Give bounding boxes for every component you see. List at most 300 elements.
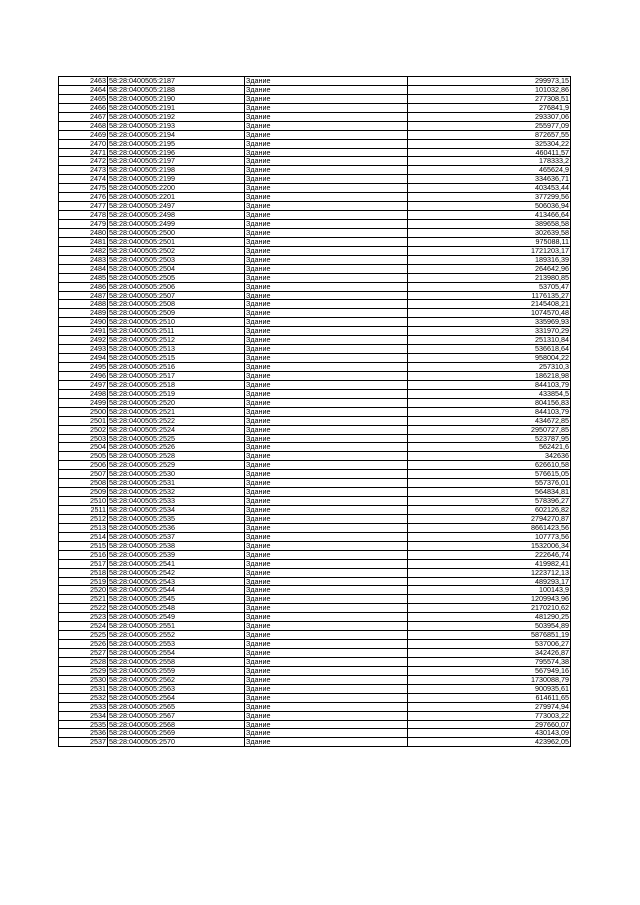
object-type-cell: Здание [245, 532, 408, 541]
row-number-cell: 2465 [59, 94, 108, 103]
cadastral-number-cell: 58:28:0400505:2548 [108, 604, 245, 613]
row-number-cell: 2463 [59, 77, 108, 86]
cadastral-value-cell: 1209943,96 [408, 595, 571, 604]
row-number-cell: 2524 [59, 622, 108, 631]
row-number-cell: 2522 [59, 604, 108, 613]
object-type-cell: Здание [245, 738, 408, 747]
cadastral-value-cell: 1074570,48 [408, 309, 571, 318]
table-row [59, 416, 571, 425]
row-number-cell: 2483 [59, 255, 108, 264]
object-type-cell: Здание [245, 568, 408, 577]
cadastral-number-cell: 58:28:0400505:2509 [108, 309, 245, 318]
table-row [59, 738, 571, 747]
table-row [59, 568, 571, 577]
table-row [59, 264, 571, 273]
row-number-cell: 2537 [59, 738, 108, 747]
cadastral-number-cell: 58:28:0400505:2559 [108, 666, 245, 675]
object-type-cell: Здание [245, 139, 408, 148]
object-type-cell: Здание [245, 220, 408, 229]
object-type-cell: Здание [245, 77, 408, 86]
cadastral-value-cell: 276841,9 [408, 103, 571, 112]
cadastral-number-cell: 58:28:0400505:2498 [108, 211, 245, 220]
cadastral-number-cell: 58:28:0400505:2503 [108, 255, 245, 264]
table-row [59, 300, 571, 309]
cadastral-value-cell: 297660,07 [408, 720, 571, 729]
cadastral-value-cell: 8661423,56 [408, 523, 571, 532]
cadastral-value-cell: 430143,09 [408, 729, 571, 738]
cadastral-number-cell: 58:28:0400505:2519 [108, 389, 245, 398]
document-page [58, 76, 571, 747]
table-row [59, 514, 571, 523]
table-row [59, 586, 571, 595]
table-row [59, 389, 571, 398]
object-type-cell: Здание [245, 640, 408, 649]
cadastral-number-cell: 58:28:0400505:2506 [108, 282, 245, 291]
cadastral-value-cell: 489293,17 [408, 577, 571, 586]
cadastral-value-cell: 222646,74 [408, 550, 571, 559]
cadastral-number-cell: 58:28:0400505:2511 [108, 327, 245, 336]
table-row [59, 94, 571, 103]
object-type-cell: Здание [245, 398, 408, 407]
cadastral-number-cell: 58:28:0400505:2528 [108, 452, 245, 461]
object-type-cell: Здание [245, 273, 408, 282]
row-number-cell: 2489 [59, 309, 108, 318]
table-row [59, 157, 571, 166]
cadastral-value-cell: 5876851,19 [408, 631, 571, 640]
object-type-cell: Здание [245, 711, 408, 720]
object-type-cell: Здание [245, 264, 408, 273]
cadastral-value-cell: 377299,56 [408, 193, 571, 202]
cadastral-value-cell: 1721203,17 [408, 246, 571, 255]
row-number-cell: 2523 [59, 613, 108, 622]
table-row [59, 613, 571, 622]
cadastral-value-cell: 1176135,27 [408, 291, 571, 300]
cadastral-number-cell: 58:28:0400505:2521 [108, 407, 245, 416]
table-row [59, 380, 571, 389]
cadastral-number-cell: 58:28:0400505:2505 [108, 273, 245, 282]
table-row [59, 354, 571, 363]
object-type-cell: Здание [245, 425, 408, 434]
cadastral-value-cell: 419982,41 [408, 559, 571, 568]
cadastral-value-cell: 844103,79 [408, 407, 571, 416]
table-row [59, 407, 571, 416]
row-number-cell: 2476 [59, 193, 108, 202]
object-type-cell: Здание [245, 157, 408, 166]
row-number-cell: 2470 [59, 139, 108, 148]
cadastral-number-cell: 58:28:0400505:2570 [108, 738, 245, 747]
row-number-cell: 2481 [59, 237, 108, 246]
cadastral-value-cell: 562421,6 [408, 443, 571, 452]
row-number-cell: 2517 [59, 559, 108, 568]
cadastral-value-cell: 293307,06 [408, 112, 571, 121]
object-type-cell: Здание [245, 452, 408, 461]
cadastral-number-cell: 58:28:0400505:2518 [108, 380, 245, 389]
cadastral-value-cell: 299973,15 [408, 77, 571, 86]
object-type-cell: Здание [245, 121, 408, 130]
cadastral-value-table [58, 76, 571, 747]
cadastral-number-cell: 58:28:0400505:2520 [108, 398, 245, 407]
cadastral-value-cell: 1223712,13 [408, 568, 571, 577]
cadastral-number-cell: 58:28:0400505:2512 [108, 336, 245, 345]
row-number-cell: 2497 [59, 380, 108, 389]
cadastral-value-cell: 434672,85 [408, 416, 571, 425]
object-type-cell: Здание [245, 291, 408, 300]
cadastral-value-cell: 460411,57 [408, 148, 571, 157]
cadastral-number-cell: 58:28:0400505:2549 [108, 613, 245, 622]
cadastral-value-cell: 389658,58 [408, 220, 571, 229]
cadastral-number-cell: 58:28:0400505:2502 [108, 246, 245, 255]
table-row [59, 523, 571, 532]
table-row [59, 622, 571, 631]
row-number-cell: 2467 [59, 112, 108, 121]
cadastral-value-cell: 576615,05 [408, 470, 571, 479]
object-type-cell: Здание [245, 193, 408, 202]
row-number-cell: 2501 [59, 416, 108, 425]
cadastral-number-cell: 58:28:0400505:2544 [108, 586, 245, 595]
cadastral-value-cell: 614611,65 [408, 693, 571, 702]
table-row [59, 327, 571, 336]
table-row [59, 675, 571, 684]
table-row [59, 175, 571, 184]
table-row [59, 532, 571, 541]
cadastral-value-cell: 567949,16 [408, 666, 571, 675]
cadastral-value-cell: 334636,71 [408, 175, 571, 184]
cadastral-value-cell: 773003,22 [408, 711, 571, 720]
cadastral-value-cell: 100143,9 [408, 586, 571, 595]
table-row [59, 345, 571, 354]
table-row [59, 255, 571, 264]
cadastral-number-cell: 58:28:0400505:2507 [108, 291, 245, 300]
row-number-cell: 2474 [59, 175, 108, 184]
table-row [59, 112, 571, 121]
row-number-cell: 2502 [59, 425, 108, 434]
table-row [59, 237, 571, 246]
cadastral-value-cell: 465624,9 [408, 166, 571, 175]
cadastral-number-cell: 58:28:0400505:2501 [108, 237, 245, 246]
row-number-cell: 2472 [59, 157, 108, 166]
cadastral-number-cell: 58:28:0400505:2558 [108, 657, 245, 666]
cadastral-number-cell: 58:28:0400505:2530 [108, 470, 245, 479]
object-type-cell: Здание [245, 336, 408, 345]
table-row [59, 318, 571, 327]
table-row [59, 371, 571, 380]
cadastral-value-cell: 2794270,87 [408, 514, 571, 523]
cadastral-number-cell: 58:28:0400505:2536 [108, 523, 245, 532]
cadastral-number-cell: 58:28:0400505:2500 [108, 228, 245, 237]
object-type-cell: Здание [245, 559, 408, 568]
object-type-cell: Здание [245, 148, 408, 157]
object-type-cell: Здание [245, 282, 408, 291]
cadastral-number-cell: 58:28:0400505:2552 [108, 631, 245, 640]
object-type-cell: Здание [245, 693, 408, 702]
cadastral-value-cell: 302639,58 [408, 228, 571, 237]
table-row [59, 273, 571, 282]
table-row [59, 604, 571, 613]
cadastral-value-cell: 872657,55 [408, 130, 571, 139]
cadastral-number-cell: 58:28:0400505:2567 [108, 711, 245, 720]
object-type-cell: Здание [245, 345, 408, 354]
cadastral-value-cell: 2145408,21 [408, 300, 571, 309]
row-number-cell: 2519 [59, 577, 108, 586]
cadastral-value-cell: 537006,27 [408, 640, 571, 649]
cadastral-number-cell: 58:28:0400505:2525 [108, 434, 245, 443]
object-type-cell: Здание [245, 470, 408, 479]
cadastral-number-cell: 58:28:0400505:2510 [108, 318, 245, 327]
cadastral-number-cell: 58:28:0400505:2497 [108, 202, 245, 211]
row-number-cell: 2527 [59, 649, 108, 658]
table-row [59, 470, 571, 479]
cadastral-number-cell: 58:28:0400505:2196 [108, 148, 245, 157]
row-number-cell: 2528 [59, 657, 108, 666]
cadastral-value-cell: 342426,87 [408, 649, 571, 658]
cadastral-number-cell: 58:28:0400505:2545 [108, 595, 245, 604]
cadastral-value-cell: 804156,83 [408, 398, 571, 407]
object-type-cell: Здание [245, 613, 408, 622]
row-number-cell: 2508 [59, 479, 108, 488]
object-type-cell: Здание [245, 175, 408, 184]
table-row [59, 684, 571, 693]
row-number-cell: 2534 [59, 711, 108, 720]
cadastral-number-cell: 58:28:0400505:2553 [108, 640, 245, 649]
cadastral-value-cell: 2170210,62 [408, 604, 571, 613]
row-number-cell: 2536 [59, 729, 108, 738]
table-row [59, 184, 571, 193]
object-type-cell: Здание [245, 309, 408, 318]
table-row [59, 228, 571, 237]
row-number-cell: 2495 [59, 363, 108, 372]
cadastral-number-cell: 58:28:0400505:2526 [108, 443, 245, 452]
object-type-cell: Здание [245, 103, 408, 112]
table-row [59, 666, 571, 675]
row-number-cell: 2516 [59, 550, 108, 559]
cadastral-number-cell: 58:28:0400505:2499 [108, 220, 245, 229]
cadastral-number-cell: 58:28:0400505:2541 [108, 559, 245, 568]
table-row [59, 211, 571, 220]
object-type-cell: Здание [245, 416, 408, 425]
cadastral-number-cell: 58:28:0400505:2190 [108, 94, 245, 103]
table-row [59, 220, 571, 229]
cadastral-number-cell: 58:28:0400505:2517 [108, 371, 245, 380]
cadastral-value-cell: 503954,89 [408, 622, 571, 631]
cadastral-value-cell: 255977,09 [408, 121, 571, 130]
object-type-cell: Здание [245, 595, 408, 604]
object-type-cell: Здание [245, 604, 408, 613]
object-type-cell: Здание [245, 675, 408, 684]
cadastral-number-cell: 58:28:0400505:2568 [108, 720, 245, 729]
cadastral-value-cell: 523787,95 [408, 434, 571, 443]
object-type-cell: Здание [245, 318, 408, 327]
row-number-cell: 2480 [59, 228, 108, 237]
row-number-cell: 2490 [59, 318, 108, 327]
object-type-cell: Здание [245, 354, 408, 363]
cadastral-number-cell: 58:28:0400505:2198 [108, 166, 245, 175]
row-number-cell: 2511 [59, 506, 108, 515]
cadastral-number-cell: 58:28:0400505:2200 [108, 184, 245, 193]
row-number-cell: 2505 [59, 452, 108, 461]
table-row [59, 139, 571, 148]
object-type-cell: Здание [245, 684, 408, 693]
cadastral-number-cell: 58:28:0400505:2551 [108, 622, 245, 631]
cadastral-number-cell: 58:28:0400505:2199 [108, 175, 245, 184]
object-type-cell: Здание [245, 631, 408, 640]
cadastral-number-cell: 58:28:0400505:2522 [108, 416, 245, 425]
cadastral-value-cell: 536618,64 [408, 345, 571, 354]
row-number-cell: 2479 [59, 220, 108, 229]
table-row [59, 398, 571, 407]
row-number-cell: 2475 [59, 184, 108, 193]
table-row [59, 130, 571, 139]
table-row [59, 693, 571, 702]
object-type-cell: Здание [245, 443, 408, 452]
object-type-cell: Здание [245, 371, 408, 380]
cadastral-value-cell: 53705,47 [408, 282, 571, 291]
cadastral-number-cell: 58:28:0400505:2508 [108, 300, 245, 309]
cadastral-number-cell: 58:28:0400505:2538 [108, 541, 245, 550]
table-row [59, 166, 571, 175]
row-number-cell: 2493 [59, 345, 108, 354]
object-type-cell: Здание [245, 237, 408, 246]
row-number-cell: 2498 [59, 389, 108, 398]
table-row [59, 711, 571, 720]
table-row [59, 506, 571, 515]
table-row [59, 479, 571, 488]
table-body [59, 77, 571, 747]
row-number-cell: 2464 [59, 85, 108, 94]
cadastral-value-cell: 564834,81 [408, 488, 571, 497]
object-type-cell: Здание [245, 523, 408, 532]
table-row [59, 202, 571, 211]
row-number-cell: 2531 [59, 684, 108, 693]
table-row [59, 443, 571, 452]
cadastral-value-cell: 277308,51 [408, 94, 571, 103]
row-number-cell: 2521 [59, 595, 108, 604]
cadastral-value-cell: 101032,86 [408, 85, 571, 94]
cadastral-value-cell: 186218,98 [408, 371, 571, 380]
cadastral-value-cell: 900935,61 [408, 684, 571, 693]
table-row [59, 488, 571, 497]
object-type-cell: Здание [245, 577, 408, 586]
cadastral-number-cell: 58:28:0400505:2197 [108, 157, 245, 166]
cadastral-number-cell: 58:28:0400505:2504 [108, 264, 245, 273]
cadastral-number-cell: 58:28:0400505:2543 [108, 577, 245, 586]
row-number-cell: 2513 [59, 523, 108, 532]
object-type-cell: Здание [245, 720, 408, 729]
row-number-cell: 2504 [59, 443, 108, 452]
table-row [59, 702, 571, 711]
row-number-cell: 2488 [59, 300, 108, 309]
object-type-cell: Здание [245, 497, 408, 506]
row-number-cell: 2514 [59, 532, 108, 541]
object-type-cell: Здание [245, 112, 408, 121]
row-number-cell: 2491 [59, 327, 108, 336]
cadastral-value-cell: 403453,44 [408, 184, 571, 193]
object-type-cell: Здание [245, 85, 408, 94]
cadastral-number-cell: 58:28:0400505:2195 [108, 139, 245, 148]
row-number-cell: 2469 [59, 130, 108, 139]
object-type-cell: Здание [245, 514, 408, 523]
table-row [59, 541, 571, 550]
object-type-cell: Здание [245, 246, 408, 255]
row-number-cell: 2496 [59, 371, 108, 380]
row-number-cell: 2509 [59, 488, 108, 497]
object-type-cell: Здание [245, 461, 408, 470]
table-row [59, 577, 571, 586]
cadastral-number-cell: 58:28:0400505:2535 [108, 514, 245, 523]
cadastral-number-cell: 58:28:0400505:2537 [108, 532, 245, 541]
row-number-cell: 2518 [59, 568, 108, 577]
row-number-cell: 2535 [59, 720, 108, 729]
object-type-cell: Здание [245, 130, 408, 139]
cadastral-number-cell: 58:28:0400505:2554 [108, 649, 245, 658]
cadastral-value-cell: 189316,39 [408, 255, 571, 264]
row-number-cell: 2530 [59, 675, 108, 684]
row-number-cell: 2529 [59, 666, 108, 675]
cadastral-value-cell: 578396,27 [408, 497, 571, 506]
cadastral-value-cell: 178333,2 [408, 157, 571, 166]
table-row [59, 363, 571, 372]
cadastral-value-cell: 335969,93 [408, 318, 571, 327]
table-row [59, 85, 571, 94]
row-number-cell: 2466 [59, 103, 108, 112]
cadastral-value-cell: 975088,11 [408, 237, 571, 246]
table-row [59, 309, 571, 318]
table-row [59, 657, 571, 666]
object-type-cell: Здание [245, 380, 408, 389]
table-row [59, 497, 571, 506]
object-type-cell: Здание [245, 550, 408, 559]
row-number-cell: 2471 [59, 148, 108, 157]
cadastral-number-cell: 58:28:0400505:2187 [108, 77, 245, 86]
cadastral-value-cell: 506036,94 [408, 202, 571, 211]
cadastral-number-cell: 58:28:0400505:2516 [108, 363, 245, 372]
row-number-cell: 2506 [59, 461, 108, 470]
object-type-cell: Здание [245, 363, 408, 372]
row-number-cell: 2515 [59, 541, 108, 550]
cadastral-number-cell: 58:28:0400505:2193 [108, 121, 245, 130]
cadastral-number-cell: 58:28:0400505:2201 [108, 193, 245, 202]
row-number-cell: 2510 [59, 497, 108, 506]
row-number-cell: 2500 [59, 407, 108, 416]
object-type-cell: Здание [245, 657, 408, 666]
row-number-cell: 2484 [59, 264, 108, 273]
object-type-cell: Здание [245, 407, 408, 416]
cadastral-number-cell: 58:28:0400505:2534 [108, 506, 245, 515]
row-number-cell: 2486 [59, 282, 108, 291]
cadastral-number-cell: 58:28:0400505:2569 [108, 729, 245, 738]
cadastral-value-cell: 481290,25 [408, 613, 571, 622]
cadastral-value-cell: 251310,84 [408, 336, 571, 345]
object-type-cell: Здание [245, 702, 408, 711]
table-row [59, 550, 571, 559]
row-number-cell: 2494 [59, 354, 108, 363]
cadastral-number-cell: 58:28:0400505:2565 [108, 702, 245, 711]
table-row [59, 77, 571, 86]
row-number-cell: 2482 [59, 246, 108, 255]
cadastral-value-cell: 279974,94 [408, 702, 571, 711]
table-row [59, 595, 571, 604]
cadastral-number-cell: 58:28:0400505:2515 [108, 354, 245, 363]
table-row [59, 291, 571, 300]
cadastral-value-cell: 844103,79 [408, 380, 571, 389]
table-row [59, 193, 571, 202]
cadastral-number-cell: 58:28:0400505:2194 [108, 130, 245, 139]
row-number-cell: 2525 [59, 631, 108, 640]
object-type-cell: Здание [245, 649, 408, 658]
cadastral-number-cell: 58:28:0400505:2531 [108, 479, 245, 488]
object-type-cell: Здание [245, 541, 408, 550]
row-number-cell: 2468 [59, 121, 108, 130]
cadastral-value-cell: 557376,01 [408, 479, 571, 488]
